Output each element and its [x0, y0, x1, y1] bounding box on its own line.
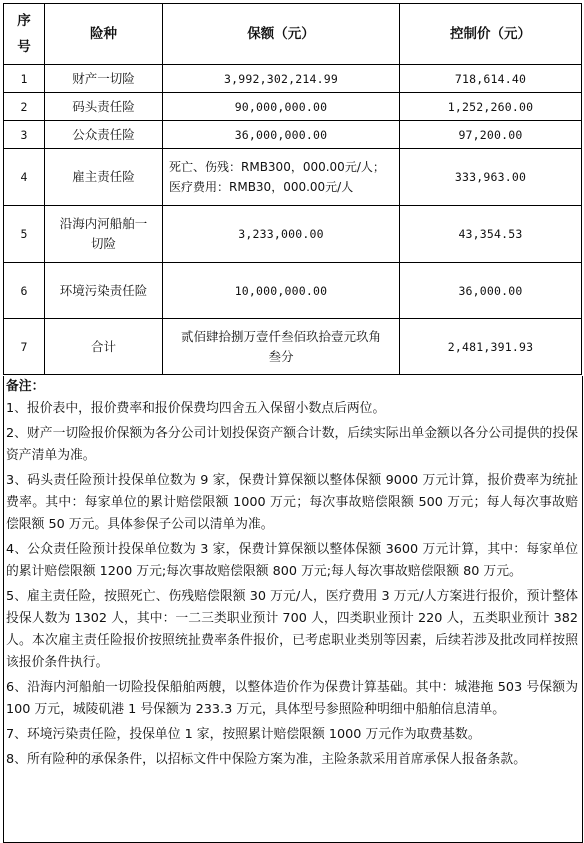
- row-price-total: 2,481,391.93: [400, 319, 582, 375]
- row-amount: 36,000,000.00: [163, 121, 400, 149]
- row-seq: 3: [4, 121, 45, 149]
- insurance-price-table: [3, 3, 582, 375]
- row-seq: 2: [4, 93, 45, 121]
- row-seq: 6: [4, 263, 45, 319]
- row-amount: 90,000,000.00: [163, 93, 400, 121]
- row-amount: 10,000,000.00: [163, 263, 400, 319]
- note-item-7: 7、环境污染责任险，投保单位 1 家，按照累计赔偿限额 1000 万元作为取费基数。: [6, 727, 481, 742]
- row-price: 333,963.00: [400, 149, 582, 206]
- notes-title: 备注：: [6, 379, 45, 394]
- row-price: 718,614.40: [400, 65, 582, 93]
- row-amount: [163, 149, 400, 206]
- table-row: [4, 206, 582, 263]
- total-amount-words: 贰佰肆拾捌万壹仟叁佰玖拾壹元玖角叁分: [180, 328, 381, 364]
- row-type: [45, 206, 163, 263]
- note-item-5: 5、雇主责任险，按照死亡、伤残赔偿限额 30 万元/人，医疗费用 3 万元/人方案进行报价，预计整体投保人数为 1302 人，其中：一二三类职业预计 700 人，四类职业预计 220 人，五类职业预计 382 人。本次雇主责任险报价按照统扯费率条件报价，已考虑职业类别等因素，后续若涉及批改同样按照该报价条件执行。: [6, 589, 578, 670]
- table-row: [4, 93, 582, 121]
- row-price: 97,200.00: [400, 121, 582, 149]
- table-row: [4, 121, 582, 149]
- notes-section: [3, 376, 583, 843]
- row-amount-total-words: [163, 319, 400, 375]
- row-type: [45, 263, 163, 319]
- row-seq: 7: [4, 319, 45, 375]
- note-item-1: 1、报价表中，报价费率和报价保费均四舍五入保留小数点后两位。: [6, 401, 386, 416]
- quote-document: [3, 3, 581, 843]
- row-seq: 4: [4, 149, 45, 206]
- row-type: 雇主责任险: [45, 149, 163, 206]
- note-item-3: 3、码头责任险预计投保单位数为 9 家，保费计算保额以整体保额 9000 万元计算，报价费率为统扯费率。其中：每家单位的累计赔偿限额 1000 万元；每次事故赔偿限额 500 万元；每人每次事故赔偿限额 50 万元。具体参保子公司以清单为准。: [6, 473, 578, 532]
- coverage-medical: 医疗费用：RMB30，000.00元/人: [169, 180, 354, 194]
- row-type-label: 环境污染责任险: [59, 282, 148, 298]
- header-price: 控制价（元）: [400, 4, 582, 65]
- note-item-2: 2、财产一切险报价保额为各分公司计划投保资产额合计数，后续实际出单金额以各分公司提供的投保资产清单为准。: [6, 426, 578, 463]
- coverage-death-disability: 死亡、伤残：RMB300，000.00元/人；: [169, 160, 385, 174]
- row-amount: 3,233,000.00: [163, 206, 400, 263]
- table-header-row: [4, 4, 582, 65]
- row-seq: 5: [4, 206, 45, 263]
- table-row: [4, 65, 582, 93]
- row-seq: 1: [4, 65, 45, 93]
- header-seq: 序号: [4, 4, 45, 65]
- row-type-total: 合计: [45, 319, 163, 375]
- row-type: 码头责任险: [45, 93, 163, 121]
- row-price: 36,000.00: [400, 263, 582, 319]
- row-price: 43,354.53: [400, 206, 582, 263]
- table-row-total: [4, 319, 582, 375]
- row-type-label: 沿海内河船舶一切险: [59, 216, 148, 251]
- table-row: [4, 149, 582, 206]
- row-type: 公众责任险: [45, 121, 163, 149]
- header-amount: 保额（元）: [163, 4, 400, 65]
- note-item-4: 4、公众责任险预计投保单位数为 3 家，保费计算保额以整体保额 3600 万元计算，其中：每家单位的累计赔偿限额 1200 万元;每次事故赔偿限额 800 万元;每人每次事故赔偿限额 80 万元。: [6, 542, 578, 579]
- table-row: [4, 263, 582, 319]
- row-amount: 3,992,302,214.99: [163, 65, 400, 93]
- note-item-8: 8、所有险种的承保条件，以招标文件中保险方案为准，主险条款采用首席承保人报备条款。: [6, 752, 527, 767]
- row-type: 财产一切险: [45, 65, 163, 93]
- header-type: 险种: [45, 4, 163, 65]
- note-item-6: 6、沿海内河船舶一切险投保船舶两艘，以整体造价作为保费计算基础。其中：城港拖 503 号保额为 100 万元，城陵矶港 1 号保额为 233.3 万元，具体型号参照险种明细中船舶信息清单。: [6, 680, 578, 717]
- row-price: 1,252,260.00: [400, 93, 582, 121]
